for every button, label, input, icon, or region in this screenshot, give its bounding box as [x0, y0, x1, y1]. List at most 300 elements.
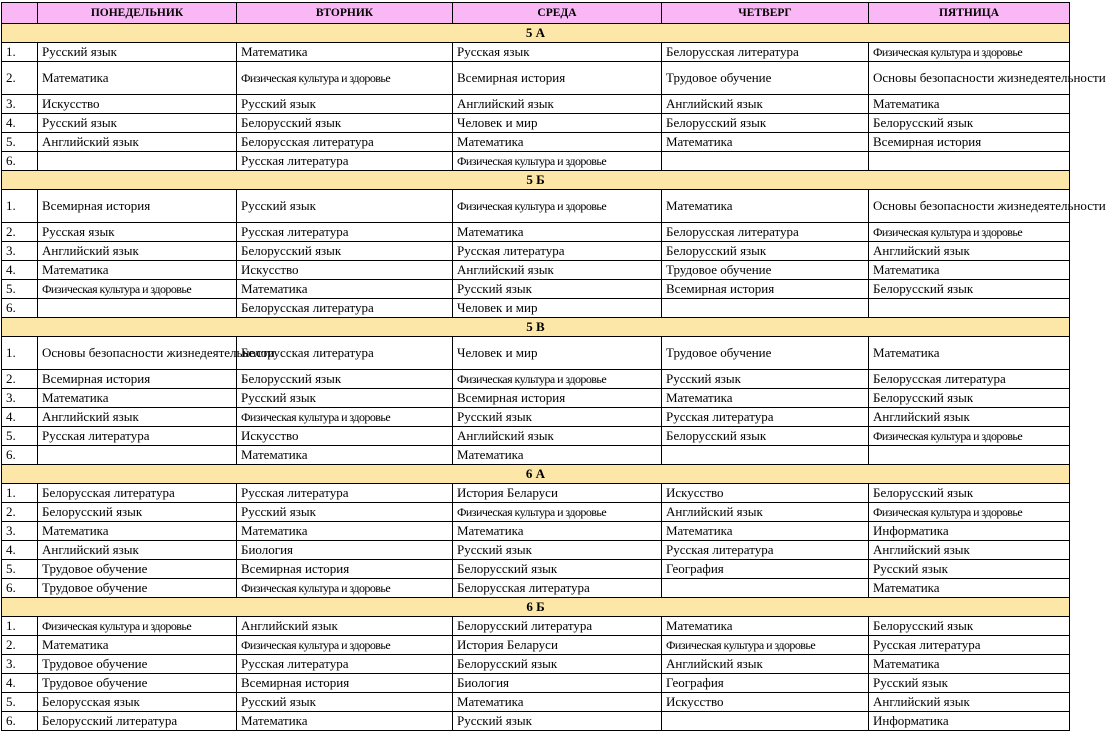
subject-text: Искусство — [666, 694, 724, 709]
lesson-cell — [38, 114, 237, 133]
subject-text: Белорусский литература — [42, 713, 178, 728]
lesson-cell — [662, 560, 869, 579]
lesson-cell — [237, 337, 453, 370]
subject-text: География — [666, 561, 724, 576]
lesson-cell — [869, 261, 1070, 280]
lesson-cell — [237, 617, 453, 636]
subject-text: Физическая культура и здоровье — [873, 45, 1023, 59]
lesson-cell — [237, 133, 453, 152]
lesson-number: 1. — [2, 484, 38, 503]
lesson-row — [2, 655, 1070, 674]
lesson-cell — [662, 95, 869, 114]
lesson-cell — [453, 674, 662, 693]
subject-text: Всемирная история — [42, 198, 151, 213]
lesson-cell — [869, 389, 1070, 408]
lesson-number: 2. — [2, 636, 38, 655]
subject-text: География — [666, 675, 724, 690]
subject-text: Русская литература — [666, 409, 774, 424]
lesson-cell — [453, 190, 662, 223]
lesson-row — [2, 579, 1070, 598]
subject-text: Трудовое обучение — [42, 580, 148, 595]
subject-text: Математика — [241, 281, 308, 296]
subject-text: Белорусский язык — [241, 115, 342, 130]
lesson-cell — [38, 579, 237, 598]
lesson-cell — [662, 522, 869, 541]
lesson-row — [2, 280, 1070, 299]
subject-text: Белорусский язык — [666, 243, 767, 258]
subject-text: Английский язык — [457, 262, 554, 277]
subject-text: Английский язык — [42, 409, 139, 424]
lesson-cell — [453, 636, 662, 655]
subject-text: Русская литература — [666, 542, 774, 557]
lesson-cell — [869, 190, 1106, 223]
subject-text: Белорусская литература — [873, 371, 1006, 386]
subject-text: Трудовое обучение — [42, 656, 148, 671]
lesson-cell — [38, 522, 237, 541]
lesson-cell — [38, 674, 237, 693]
lesson-cell — [869, 223, 1070, 242]
subject-text: Русская литература — [42, 428, 150, 443]
subject-text: Математика — [42, 262, 109, 277]
lesson-cell — [453, 408, 662, 427]
subject-text: Белорусский язык — [873, 115, 974, 130]
subject-text: Физическая культура и здоровье — [457, 505, 607, 519]
subject-text: Трудовое обучение — [42, 675, 148, 690]
subject-text: Русская язык — [42, 224, 115, 239]
lesson-row — [2, 152, 1070, 171]
lesson-cell — [237, 446, 453, 465]
subject-text: Математика — [42, 70, 109, 85]
lesson-cell — [869, 655, 1070, 674]
lesson-cell — [869, 579, 1070, 598]
lesson-cell — [38, 337, 275, 370]
lesson-number: 6. — [2, 299, 38, 318]
subject-text: Белорусский язык — [873, 485, 974, 500]
lesson-cell — [662, 674, 869, 693]
subject-text: Английский язык — [42, 542, 139, 557]
subject-text: Белорусский язык — [666, 115, 767, 130]
lesson-number: 6. — [2, 446, 38, 465]
lesson-cell — [38, 280, 237, 299]
header-day-thursday: ЧЕТВЕРГ — [662, 3, 869, 24]
lesson-number: 5. — [2, 427, 38, 446]
subject-text: Человек и мир — [457, 345, 538, 360]
lesson-cell — [662, 503, 869, 522]
lesson-cell — [38, 427, 237, 446]
lesson-cell — [662, 655, 869, 674]
header-day-friday: ПЯТНИЦА — [869, 3, 1070, 24]
class-section-title: 5 Б — [2, 171, 1070, 190]
subject-text: Математика — [42, 637, 109, 652]
lesson-cell — [869, 408, 1070, 427]
subject-text: Всемирная история — [42, 371, 151, 386]
lesson-row — [2, 389, 1070, 408]
subject-text: Белорусский язык — [873, 618, 974, 633]
lesson-cell — [869, 503, 1070, 522]
subject-text: Русский язык — [873, 675, 948, 690]
lesson-cell — [662, 223, 869, 242]
lesson-number: 4. — [2, 408, 38, 427]
lesson-cell — [662, 427, 869, 446]
subject-text: Всемирная история — [457, 390, 566, 405]
lesson-cell — [453, 43, 662, 62]
lesson-cell — [237, 370, 453, 389]
subject-text: Английский язык — [457, 96, 554, 111]
lesson-number: 4. — [2, 114, 38, 133]
subject-text: Математика — [42, 390, 109, 405]
lesson-row — [2, 337, 1070, 370]
lesson-cell — [662, 133, 869, 152]
lesson-cell — [869, 114, 1070, 133]
lesson-cell — [453, 242, 662, 261]
lesson-number: 3. — [2, 655, 38, 674]
lesson-number: 5. — [2, 133, 38, 152]
subject-text: Физическая культура и здоровье — [42, 282, 192, 296]
lesson-cell — [869, 484, 1070, 503]
subject-text: Белорусский язык — [241, 371, 342, 386]
class-section-title: 6 Б — [2, 598, 1070, 617]
subject-text: Белорусская литература — [241, 134, 374, 149]
lesson-row — [2, 95, 1070, 114]
lesson-row — [2, 62, 1070, 95]
lesson-number: 5. — [2, 693, 38, 712]
subject-text: Английский язык — [42, 243, 139, 258]
lesson-cell — [662, 190, 869, 223]
lesson-cell — [237, 427, 453, 446]
lesson-cell — [662, 337, 869, 370]
lesson-cell — [662, 446, 869, 465]
subject-text: Белорусский язык — [457, 561, 558, 576]
subject-text: Русский язык — [457, 542, 532, 557]
lesson-cell — [38, 389, 237, 408]
lesson-cell — [237, 560, 453, 579]
lesson-cell — [662, 114, 869, 133]
subject-text: Русский язык — [241, 694, 316, 709]
lesson-cell — [453, 337, 662, 370]
header-number-cell — [2, 3, 38, 24]
subject-text: Всемирная история — [241, 675, 350, 690]
class-section-row — [2, 465, 1070, 484]
lesson-cell — [869, 560, 1070, 579]
lesson-cell — [38, 560, 237, 579]
lesson-cell — [237, 389, 453, 408]
lesson-number: 3. — [2, 242, 38, 261]
lesson-row — [2, 114, 1070, 133]
subject-text: Математика — [873, 96, 940, 111]
lesson-cell — [38, 484, 237, 503]
subject-text: Физическая культура и здоровье — [666, 638, 816, 652]
lesson-cell — [38, 261, 237, 280]
subject-text: Математика — [241, 447, 308, 462]
lesson-cell — [237, 223, 453, 242]
subject-text: Белорусский язык — [873, 390, 974, 405]
lesson-number: 1. — [2, 617, 38, 636]
lesson-row — [2, 299, 1070, 318]
lesson-cell — [237, 579, 453, 598]
subject-text: Искусство — [666, 485, 724, 500]
lesson-cell — [453, 693, 662, 712]
lesson-cell — [453, 114, 662, 133]
lesson-cell — [237, 636, 453, 655]
subject-text: Физическая культура и здоровье — [873, 505, 1023, 519]
lesson-cell — [38, 655, 237, 674]
lesson-cell — [237, 712, 453, 731]
subject-text: Белорусская литература — [666, 44, 799, 59]
subject-text: Физическая культура и здоровье — [873, 225, 1023, 239]
subject-text: Белорусский язык — [42, 504, 143, 519]
lesson-row — [2, 693, 1070, 712]
subject-text: Математика — [457, 523, 524, 538]
lesson-cell — [869, 43, 1070, 62]
lesson-cell — [869, 674, 1070, 693]
lesson-cell — [453, 617, 662, 636]
subject-text: Математика — [457, 694, 524, 709]
lesson-cell — [662, 389, 869, 408]
lesson-cell — [869, 541, 1070, 560]
subject-text: Математика — [873, 580, 940, 595]
lesson-cell — [237, 541, 453, 560]
subject-text: Основы безопасности жизнедеятельности — [42, 345, 275, 360]
subject-text: Русский язык — [241, 198, 316, 213]
lesson-cell — [662, 693, 869, 712]
lesson-cell — [453, 579, 662, 598]
lesson-cell — [662, 43, 869, 62]
lesson-number: 1. — [2, 337, 38, 370]
lesson-cell — [38, 133, 237, 152]
lesson-cell — [38, 299, 237, 318]
lesson-cell — [237, 484, 453, 503]
lesson-cell — [453, 446, 662, 465]
lesson-cell — [237, 674, 453, 693]
subject-text: Английский язык — [873, 542, 970, 557]
lesson-number: 6. — [2, 579, 38, 598]
subject-text: Математика — [457, 447, 524, 462]
lesson-cell — [38, 408, 237, 427]
subject-text: Английский язык — [873, 409, 970, 424]
subject-text: Белорусская литература — [42, 485, 175, 500]
subject-text: Белорусский язык — [457, 656, 558, 671]
subject-text: Английский язык — [873, 694, 970, 709]
subject-text: Всемирная история — [873, 134, 982, 149]
subject-text: Математика — [457, 224, 524, 239]
subject-text: Всемирная история — [241, 561, 350, 576]
lesson-cell — [662, 579, 869, 598]
subject-text: Физическая культура и здоровье — [457, 199, 607, 213]
subject-text: Биология — [241, 542, 294, 557]
header-day-wednesday: СРЕДА — [453, 3, 662, 24]
subject-text: Русский язык — [241, 504, 316, 519]
header-row — [2, 3, 1070, 24]
subject-text: Трудовое обучение — [666, 262, 772, 277]
lesson-number: 4. — [2, 541, 38, 560]
subject-text: Английский язык — [666, 504, 763, 519]
schedule-table — [1, 2, 1106, 731]
lesson-row — [2, 560, 1070, 579]
lesson-cell — [38, 152, 237, 171]
subject-text: Математика — [873, 262, 940, 277]
lesson-row — [2, 408, 1070, 427]
subject-text: Трудовое обучение — [42, 561, 148, 576]
subject-text: Русский язык — [666, 371, 741, 386]
lesson-number: 6. — [2, 712, 38, 731]
subject-text: Русский язык — [457, 713, 532, 728]
lesson-cell — [662, 636, 869, 655]
lesson-cell — [869, 370, 1070, 389]
lesson-cell — [38, 43, 237, 62]
class-section-row — [2, 598, 1070, 617]
lesson-row — [2, 636, 1070, 655]
lesson-cell — [453, 62, 662, 95]
lesson-cell — [662, 261, 869, 280]
header-day-monday: ПОНЕДЕЛЬНИК — [38, 3, 237, 24]
subject-text: Математика — [666, 134, 733, 149]
subject-text: Человек и мир — [457, 115, 538, 130]
lesson-cell — [38, 446, 237, 465]
lesson-cell — [453, 541, 662, 560]
lesson-cell — [869, 693, 1070, 712]
lesson-cell — [453, 370, 662, 389]
lesson-cell — [237, 503, 453, 522]
subject-text: Русская литература — [457, 243, 565, 258]
subject-text: Белорусский язык — [241, 243, 342, 258]
lesson-cell — [869, 636, 1070, 655]
lesson-row — [2, 617, 1070, 636]
subject-text: Трудовое обучение — [666, 70, 772, 85]
subject-text: Английский язык — [42, 134, 139, 149]
subject-text: Человек и мир — [457, 300, 538, 315]
lesson-cell — [453, 560, 662, 579]
lesson-number: 4. — [2, 674, 38, 693]
subject-text: Информатика — [873, 523, 949, 538]
subject-text: Белорусская язык — [42, 694, 140, 709]
lesson-cell — [869, 242, 1070, 261]
lesson-row — [2, 133, 1070, 152]
lesson-cell — [237, 280, 453, 299]
subject-text: Физическая культура и здоровье — [241, 581, 391, 595]
lesson-row — [2, 674, 1070, 693]
subject-text: Русская литература — [873, 637, 981, 652]
lesson-cell — [38, 712, 237, 731]
lesson-number: 6. — [2, 152, 38, 171]
subject-text: История Беларуси — [457, 485, 558, 500]
subject-text: Белорусский язык — [666, 428, 767, 443]
lesson-cell — [662, 152, 869, 171]
lesson-cell — [453, 484, 662, 503]
subject-text: Математика — [241, 713, 308, 728]
subject-text: Английский язык — [666, 656, 763, 671]
lesson-cell — [237, 655, 453, 674]
lesson-cell — [662, 62, 869, 95]
lesson-cell — [38, 62, 237, 95]
subject-text: Основы безопасности жизнедеятельности — [873, 70, 1106, 85]
lesson-cell — [453, 95, 662, 114]
lesson-number: 2. — [2, 223, 38, 242]
lesson-cell — [237, 95, 453, 114]
lesson-cell — [38, 541, 237, 560]
subject-text: Русский язык — [457, 409, 532, 424]
lesson-cell — [237, 152, 453, 171]
schedule-body — [2, 24, 1106, 731]
lesson-cell — [453, 389, 662, 408]
lesson-row — [2, 427, 1070, 446]
subject-text: Русский язык — [241, 96, 316, 111]
lesson-cell — [869, 712, 1070, 731]
lesson-number: 5. — [2, 280, 38, 299]
subject-text: Физическая культура и здоровье — [241, 410, 391, 424]
lesson-cell — [869, 299, 1070, 318]
lesson-cell — [38, 95, 237, 114]
lesson-row — [2, 242, 1070, 261]
subject-text: Физическая культура и здоровье — [241, 638, 391, 652]
lesson-number: 3. — [2, 522, 38, 541]
subject-text: Русская литература — [241, 153, 349, 168]
lesson-cell — [869, 427, 1070, 446]
subject-text: Математика — [457, 134, 524, 149]
lesson-cell — [662, 242, 869, 261]
subject-text: Русский язык — [42, 44, 117, 59]
lesson-number: 2. — [2, 62, 38, 95]
lesson-row — [2, 484, 1070, 503]
lesson-cell — [662, 370, 869, 389]
subject-text: Белорусская литература — [457, 580, 590, 595]
lesson-cell — [662, 617, 869, 636]
lesson-cell — [237, 408, 453, 427]
class-section-title: 5 В — [2, 318, 1070, 337]
lesson-cell — [869, 280, 1070, 299]
lesson-cell — [869, 152, 1070, 171]
subject-text: Белорусская литература — [241, 345, 374, 360]
class-section-title: 6 А — [2, 465, 1070, 484]
lesson-cell — [38, 370, 237, 389]
subject-text: Математика — [666, 618, 733, 633]
lesson-row — [2, 541, 1070, 560]
lesson-row — [2, 712, 1070, 731]
lesson-cell — [237, 190, 453, 223]
lesson-cell — [453, 280, 662, 299]
lesson-cell — [453, 133, 662, 152]
lesson-cell — [869, 62, 1106, 95]
lesson-number: 1. — [2, 190, 38, 223]
subject-text: Английский язык — [241, 618, 338, 633]
lesson-cell — [38, 636, 237, 655]
lesson-cell — [453, 299, 662, 318]
subject-text: Физическая культура и здоровье — [42, 619, 192, 633]
subject-text: Русский язык — [457, 281, 532, 296]
subject-text: Физическая культура и здоровье — [457, 154, 607, 168]
lesson-cell — [453, 152, 662, 171]
subject-text: Биология — [457, 675, 510, 690]
lesson-number: 2. — [2, 503, 38, 522]
subject-text: Искусство — [42, 96, 100, 111]
lesson-row — [2, 190, 1070, 223]
lesson-row — [2, 261, 1070, 280]
subject-text: Математика — [666, 523, 733, 538]
subject-text: Искусство — [241, 262, 299, 277]
lesson-cell — [237, 114, 453, 133]
class-section-title: 5 А — [2, 24, 1070, 43]
subject-text: Русский язык — [42, 115, 117, 130]
subject-text: Трудовое обучение — [666, 345, 772, 360]
lesson-number: 3. — [2, 389, 38, 408]
subject-text: Русская язык — [457, 44, 530, 59]
lesson-row — [2, 522, 1070, 541]
lesson-cell — [662, 280, 869, 299]
lesson-row — [2, 43, 1070, 62]
lesson-number: 5. — [2, 560, 38, 579]
class-section-row — [2, 318, 1070, 337]
lesson-cell — [869, 133, 1070, 152]
subject-text: Русская литература — [241, 224, 349, 239]
